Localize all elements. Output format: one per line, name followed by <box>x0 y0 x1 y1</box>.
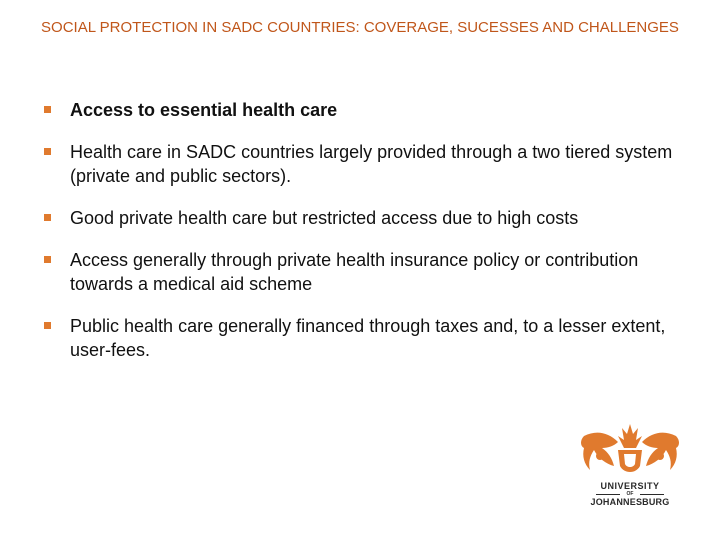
slide-title: SOCIAL PROTECTION IN SADC COUNTRIES: COVERAGE, SUCESSES AND CHALLENGES <box>41 19 679 36</box>
bullet-item <box>44 248 684 296</box>
bullet-item <box>44 314 684 362</box>
square-bullet-icon <box>44 256 51 263</box>
bullet-list <box>44 98 684 380</box>
bullet-text: Access to essential health care <box>70 100 338 120</box>
bullet-item <box>44 98 684 122</box>
bullet-item <box>44 206 684 230</box>
logo-text-university: UNIVERSITY <box>600 481 660 491</box>
bullet-text: Public health care generally financed through taxes and, to a lesser extent, user-fees. <box>70 316 666 360</box>
square-bullet-icon <box>44 106 51 113</box>
bullet-text: Access generally through private health insurance policy or contribution towards a medical aid scheme <box>70 250 639 294</box>
square-bullet-icon <box>44 322 51 329</box>
logo-divider <box>640 494 664 495</box>
bullet-text: Good private health care but restricted access due to high costs <box>70 208 579 228</box>
bullet-item <box>44 140 684 188</box>
logo-text-johannesburg: JOHANNESBURG <box>590 497 670 507</box>
bullet-text: Health care in SADC countries largely provided through a two tiered system (private and public sectors). <box>70 142 673 186</box>
square-bullet-icon <box>44 214 51 221</box>
square-bullet-icon <box>44 148 51 155</box>
logo-text-of: OF <box>626 491 634 497</box>
